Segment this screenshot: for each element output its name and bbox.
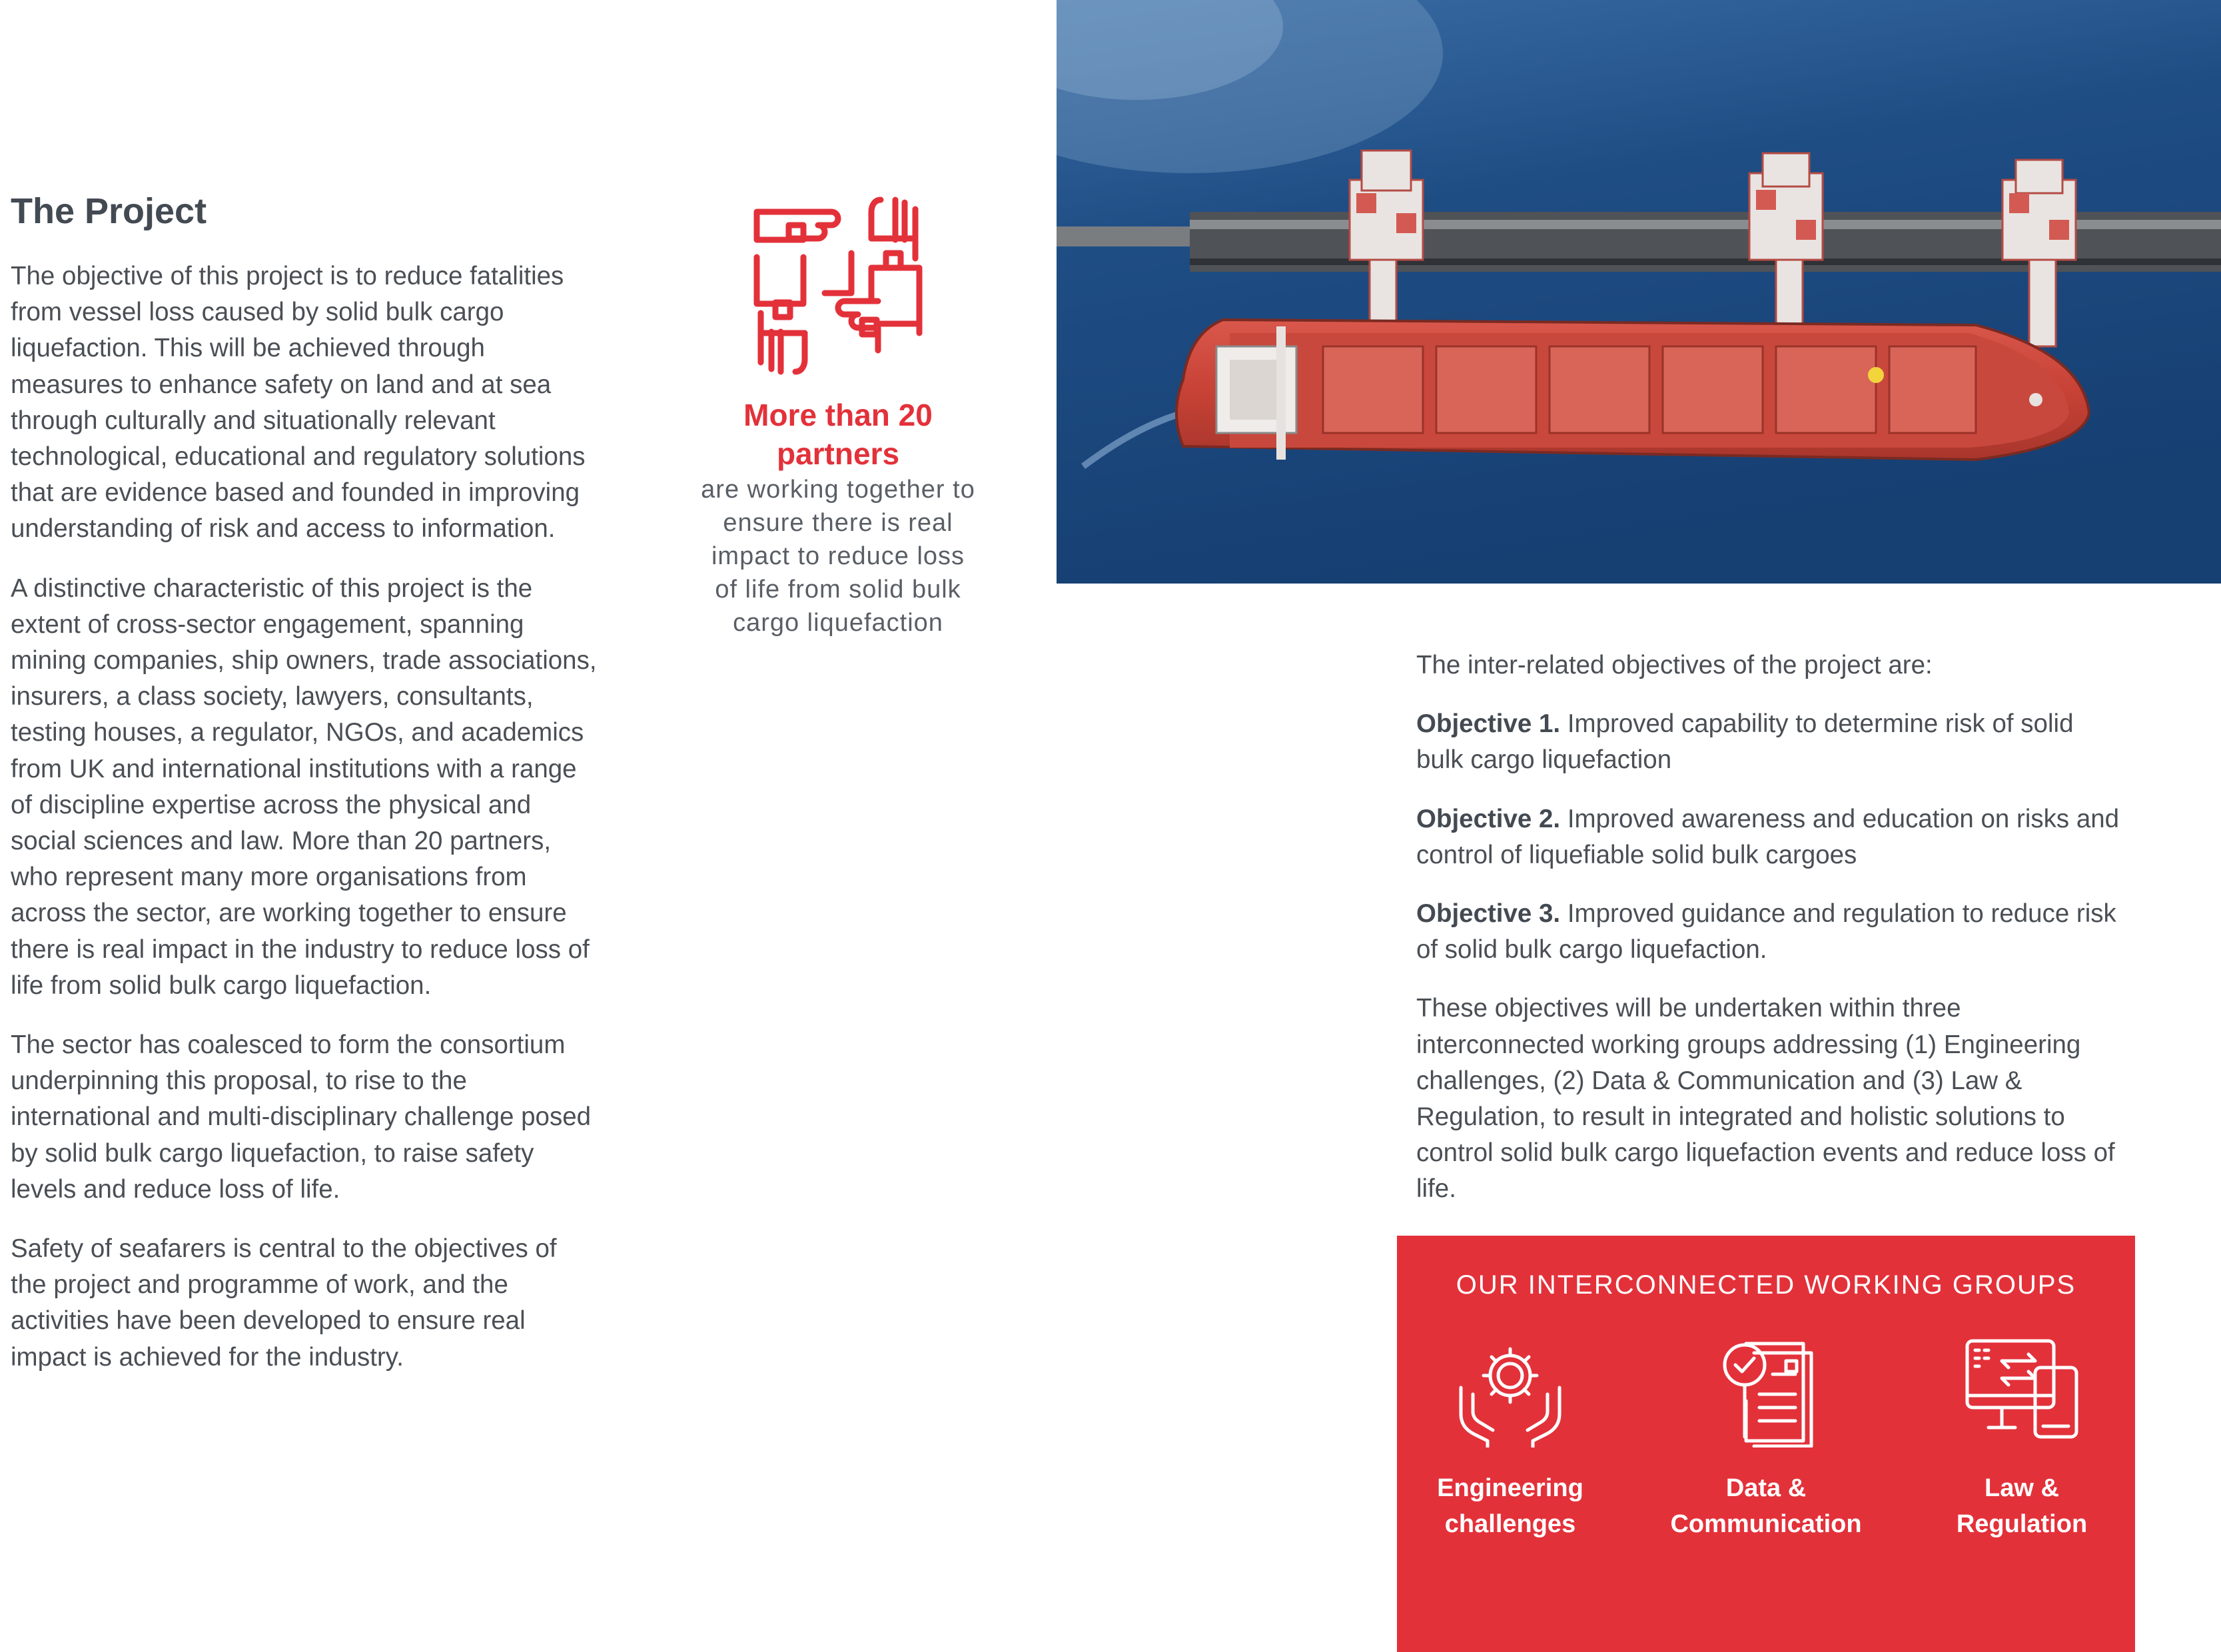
objective-3 — [1416, 896, 2122, 968]
stat-highlight: More than 20 partners — [743, 398, 933, 471]
working-groups-title: OUR INTERCONNECTED WORKING GROUPS — [1456, 1270, 2076, 1300]
working-group-label: Law & — [1985, 1474, 2059, 1502]
working-group-label: Engineering — [1437, 1474, 1583, 1502]
working-group-law — [1909, 1334, 2135, 1542]
bulk-carrier-photo — [1057, 0, 2221, 584]
working-groups-panel — [1397, 1236, 2135, 1652]
project-description — [11, 258, 597, 1399]
partners-stat — [699, 396, 977, 639]
page-title: The Project — [11, 191, 207, 231]
objective-label: Objective 1. — [1416, 709, 1561, 739]
objective-text: Improved guidance and regulation to reduce risk of solid bulk cargo liquefaction. — [1416, 899, 2116, 965]
paragraph: A distinctive characteristic of this project is the extent of cross-sector engagement, spanning mining companies, ship owners, trade associations, insurers, a class society, lawyers, consultants, testing houses, a regulator, NGOs, and academics from UK and international institutions with a range of discipline expertise across the physical and social sciences and law. More than 20 partners, who represent many more organisations from across the sector, are working together to ensure there is real impact in the industry to reduce loss of life from solid bulk cargo liquefaction. — [11, 574, 597, 1000]
objective-1 — [1416, 706, 2122, 778]
paragraph: The sector has coalesced to form the consortium underpinning this proposal, to rise to the international and multi-disciplinary challenge posed by solid bulk cargo liquefaction, to raise safety levels and reduce loss of life. — [11, 1031, 592, 1204]
bulk-carrier-illustration — [1057, 0, 2221, 584]
four-hands-teamwork-icon — [745, 193, 931, 378]
document-magnifier-icon — [1706, 1334, 1826, 1447]
objective-label: Objective 3. — [1416, 899, 1561, 929]
paragraph: Safety of seafarers is central to the objectives of the project and programme of work, and the activities have been developed to ensure real impact is achieved for the industry. — [11, 1234, 557, 1372]
objective-text: Improved awareness and education on risks and control of liquefiable solid bulk cargoes — [1416, 804, 2120, 869]
objective-2 — [1416, 801, 2122, 873]
objective-label: Objective 2. — [1416, 804, 1561, 833]
working-group-label: challenges — [1444, 1510, 1576, 1538]
objectives-section — [1416, 647, 2122, 1230]
computer-tablet-exchange-icon — [1962, 1334, 2082, 1447]
gear-in-hands-icon — [1450, 1334, 1570, 1447]
objectives-intro: The inter-related objectives of the project are: — [1416, 651, 1933, 679]
stat-text: are working together to ensure there is real impact to reduce loss of life from solid bulk cargo liquefaction — [701, 476, 975, 637]
working-group-data — [1653, 1334, 1879, 1542]
working-group-label: Regulation — [1956, 1510, 2088, 1538]
working-group-label: Data & — [1725, 1474, 1807, 1502]
objective-text: Improved capability to determine risk of solid bulk cargo liquefaction — [1416, 709, 2074, 775]
working-group-engineering — [1397, 1334, 1623, 1542]
objectives-closing: These objectives will be undertaken within three interconnected working groups addressing (1) Engineering challenges, (2) Data & Communication and (3) Law & Regulation, to result in integrated and holistic solutions to control solid bulk cargo liquefaction events and reduce loss of life. — [1416, 994, 2115, 1204]
paragraph: The objective of this project is to reduce fatalities from vessel loss caused by solid bulk cargo liquefaction. This will be achieved through measures to enhance safety on land and at sea through culturally and situationally relevant technological, educational and regulatory solutions that are evidence based and founded in improving understanding of risk and access to information. — [11, 262, 586, 544]
working-group-label: Communication — [1670, 1510, 1862, 1538]
